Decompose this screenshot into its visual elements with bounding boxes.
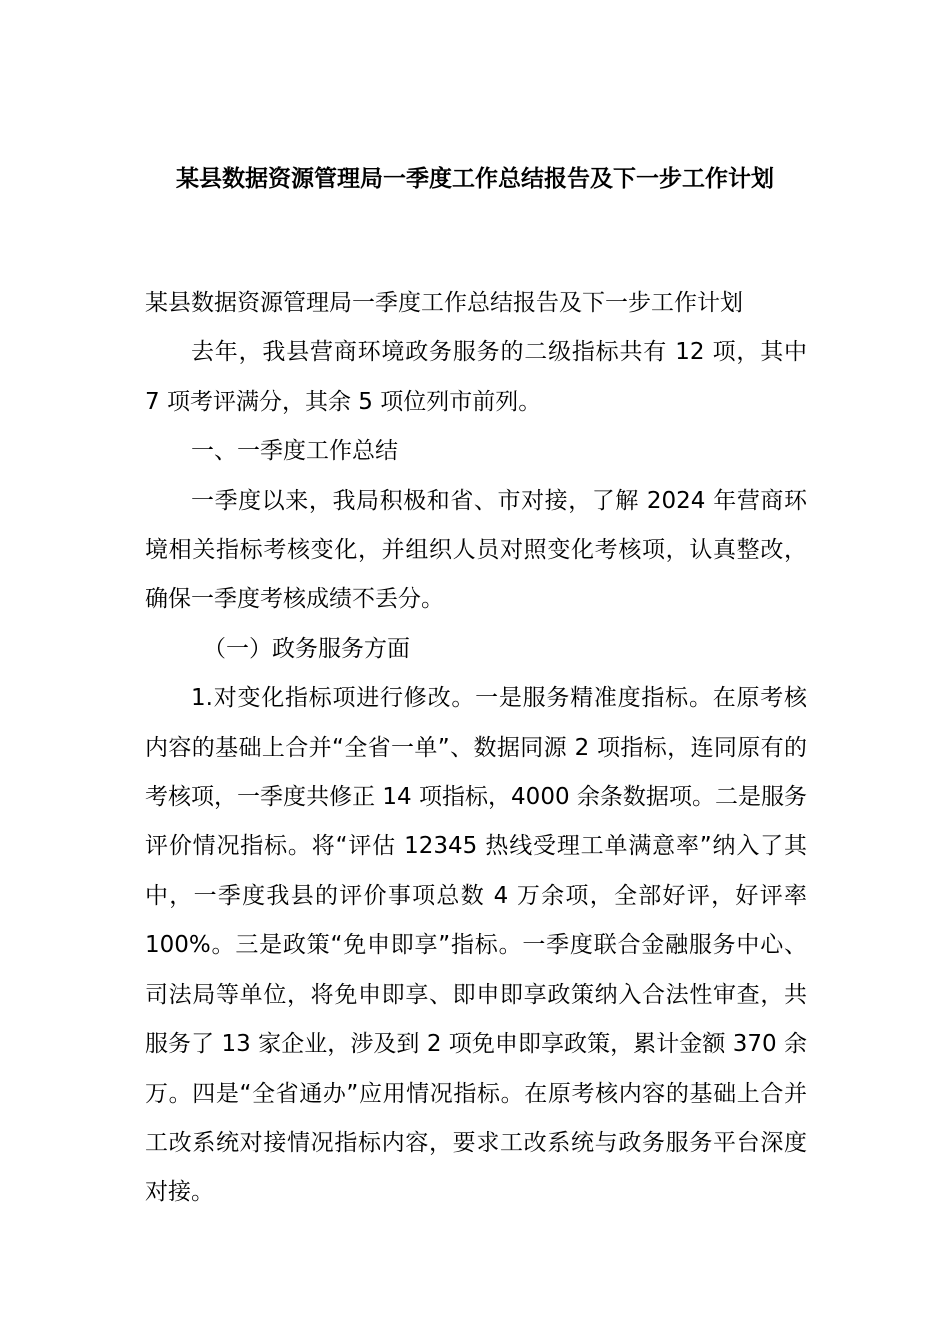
- body-heading: 某县数据资源管理局一季度工作总结报告及下一步工作计划: [145, 290, 743, 316]
- intro-paragraph: 去年，我县营商环境政务服务的二级指标共有 12 项，其中 7 项考评满分，其余 5 项位列市前列。: [145, 339, 807, 415]
- section-heading-1: 一、一季度工作总结: [191, 438, 398, 465]
- subsection-heading-1: （一）政务服务方面: [203, 635, 410, 662]
- detail-paragraph: 1.对变化指标项进行修改。一是服务精准度指标。在原考核内容的基础上合并“全省一单”、数据同源 2 项指标，连同原有的考核项，一季度共修正 14 项指标，4000 余条数据项。二是服务评价情况指标。将“评估 12345 热线受理工单满意率”纳入了其中，一季度我县的评价事项总数 4 万余项，全部好评，好评率 100%。三是政策“免申即享”指标。一季度联合金融服务中心、司法局等单位，将免申即享、即申即享政策纳入合法性审查，共服务了 13 家企业，涉及到 2 项免申即享政策，累计金额 370 余万。四是“全省通办”应用情况指标。在原考核内容的基础上合并工改系统对接情况指标内容，要求工改系统与政务服务平台深度对接。: [145, 685, 807, 1206]
- summary-paragraph: 一季度以来，我局积极和省、市对接，了解 2024 年营商环境相关指标考核变化，并组织人员对照变化考核项，认真整改，确保一季度考核成绩不丢分。: [145, 487, 807, 613]
- document-title: 某县数据资源管理局一季度工作总结报告及下一步工作计划: [176, 166, 774, 192]
- document-body: [145, 279, 807, 1218]
